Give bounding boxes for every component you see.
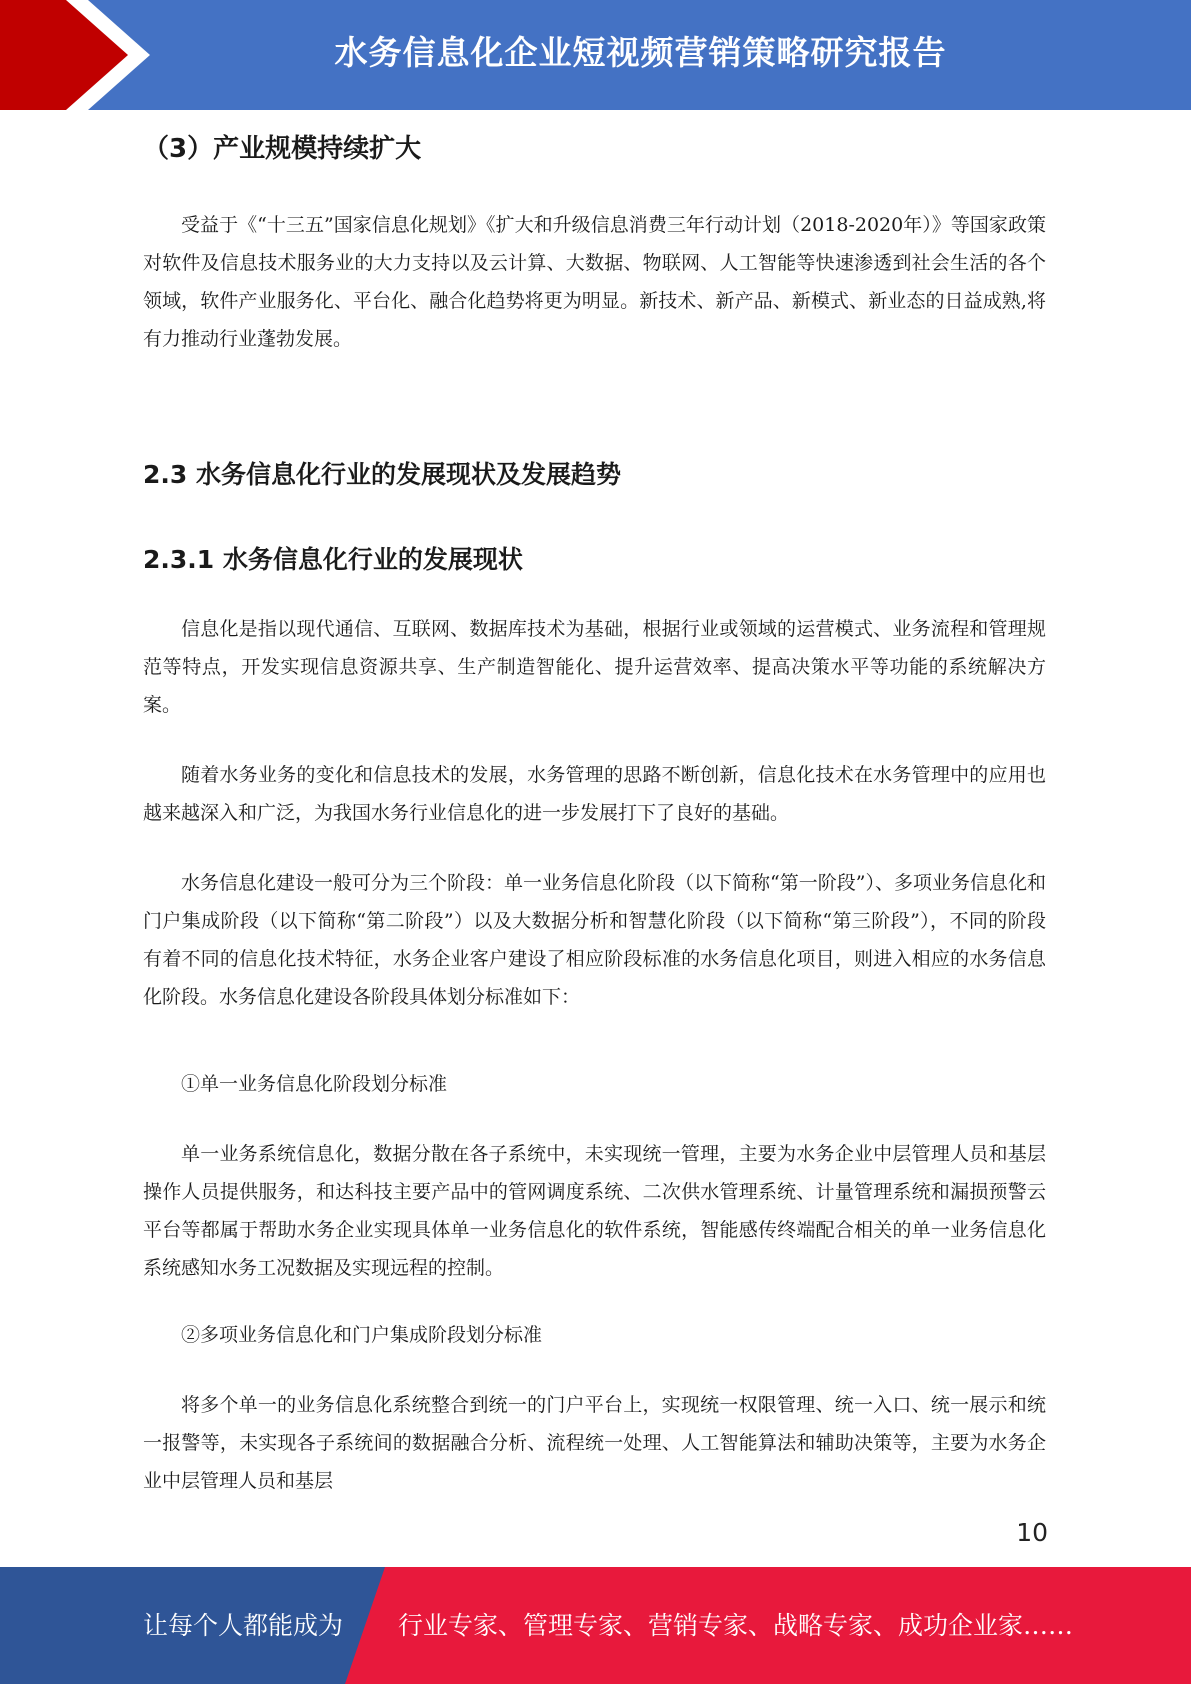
paragraph-stage-two: 将多个单一的业务信息化系统整合到统一的门户平台上，实现统一权限管理、统一入口、统一展示和统一报警等，未实现各子系统间的数据融合分析、流程统一处理、人工智能算法和辅助决策等，主要为水务企业中层管理人员和基层 (143, 1394, 1046, 1492)
paragraph-three-stages: 水务信息化建设一般可分为三个阶段：单一业务信息化阶段（以下简称“第一阶段”）、多项业务信息化和门户集成阶段（以下简称“第二阶段”）以及大数据分析和智慧化阶段（以下简称“第三阶段”），不同的阶段有着不同的信息化技术特征，水务企业客户建设了相应阶段标准的水务信息化项目，则进入相应的水务信息化阶段。水务信息化建设各阶段具体划分标准如下： (143, 872, 1046, 1008)
page-header (0, 0, 1191, 110)
list-item-stage-two-criteria: ②多项业务信息化和门户集成阶段划分标准 (181, 1324, 543, 1346)
page-number: 10 (1016, 1518, 1048, 1547)
footer-slogan-left: 让每个人都能成为 (143, 1611, 344, 1640)
section-heading-3: （3）产业规模持续扩大 (143, 134, 422, 164)
list-item-stage-one-criteria: ①单一业务信息化阶段划分标准 (181, 1073, 448, 1095)
paragraph-stage-one: 单一业务系统信息化，数据分散在各子系统中，未实现统一管理，主要为水务企业中层管理人员和基层操作人员提供服务，和达科技主要产品中的管网调度系统、二次供水管理系统、计量管理系统和漏损预警云平台等都属于帮助水务企业实现具体单一业务信息化的软件系统，智能感传终端配合相关的单一业务信息化系统感知水务工况数据及实现远程的控制。 (143, 1143, 1046, 1279)
section-heading-2-3-1: 2.3.1 水务信息化行业的发展现状 (143, 545, 523, 574)
paragraph-informatization-definition: 信息化是指以现代通信、互联网、数据库技术为基础，根据行业或领域的运营模式、业务流程和管理规范等特点，开发实现信息资源共享、生产制造智能化、提升运营效率、提高决策水平等功能的系统解决方案。 (143, 618, 1046, 716)
report-title: 水务信息化企业短视频营销策略研究报告 (334, 33, 947, 72)
paragraph-water-management-development: 随着水务业务的变化和信息技术的发展，水务管理的思路不断创新，信息化技术在水务管理中的应用也越来越深入和广泛，为我国水务行业信息化的进一步发展打下了良好的基础。 (143, 764, 1046, 824)
paragraph-industry-scale: 受益于《“十三五”国家信息化规划》《扩大和升级信息消费三年行动计划（2018-2020年）》等国家政策对软件及信息技术服务业的大力支持以及云计算、大数据、物联网、人工智能等快速渗透到社会生活的各个领域，软件产业服务化、平台化、融合化趋势将更为明显。新技术、新产品、新模式、新业态的日益成熟,将有力推动行业蓬勃发展。 (143, 214, 1046, 350)
section-heading-2-3: 2.3 水务信息化行业的发展现状及发展趋势 (143, 460, 621, 489)
footer-slogan-right: 行业专家、管理专家、营销专家、战略专家、成功企业家…… (398, 1611, 1074, 1640)
page-footer (0, 1567, 1191, 1684)
